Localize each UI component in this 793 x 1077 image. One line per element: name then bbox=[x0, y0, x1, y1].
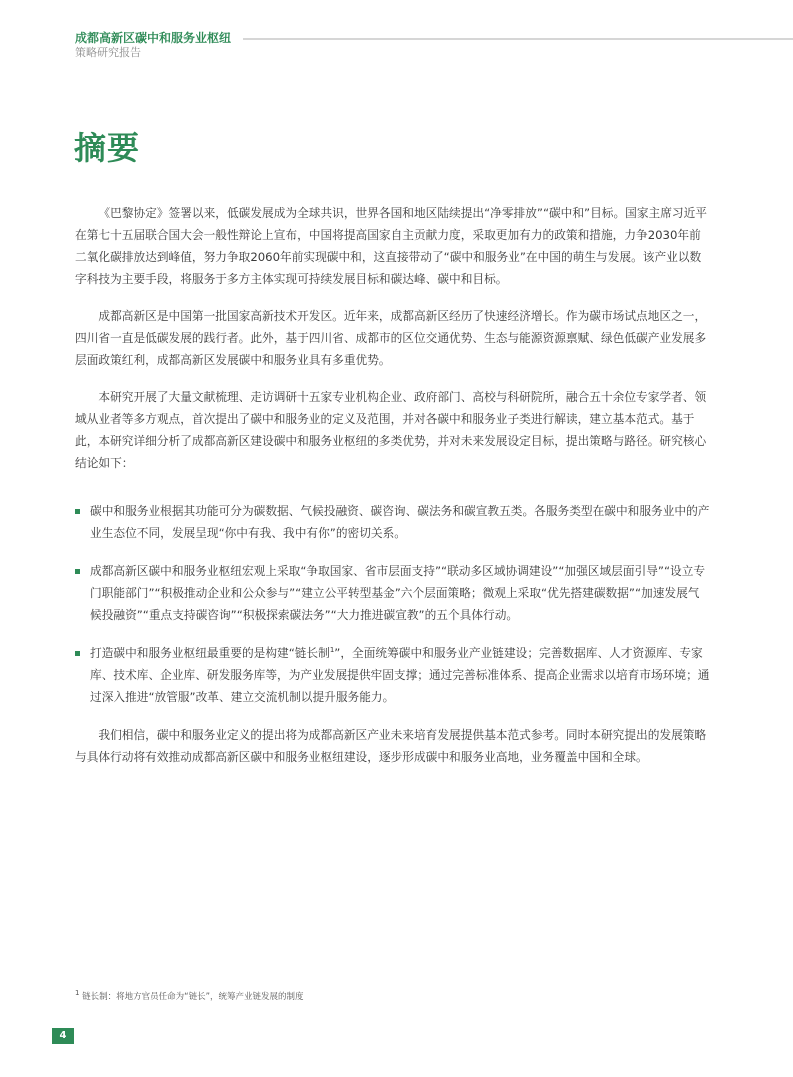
square-bullet-icon bbox=[75, 509, 80, 514]
key-findings-list bbox=[75, 500, 710, 708]
square-bullet-icon bbox=[75, 651, 80, 656]
paragraph-paris-agreement: 《巴黎协定》签署以来，低碳发展成为全球共识，世界各国和地区陆续提出“净零排放”“碳中和”目标。国家主席习近平在第七十五届联合国大会一般性辩论上宣布，中国将提高国家自主贡献力度，采取更加有力的政策和措施，力争2030年前二氧化碳排放达到峰值，努力争取2060年前实现碳中和，这直接带动了“碳中和服务业”在中国的萌生与发展。该产业以数字科技为主要手段，将服务于多方主体实现可持续发展目标和碳达峰、碳中和目标。 bbox=[75, 206, 707, 286]
report-title: 成都高新区碳中和服务业枢纽 bbox=[75, 31, 232, 45]
abstract-body bbox=[75, 202, 710, 783]
list-item bbox=[75, 560, 710, 626]
footnote-reference[interactable]: 1 bbox=[329, 646, 335, 655]
header-divider bbox=[243, 38, 793, 40]
list-item bbox=[75, 642, 710, 708]
paragraph-closing: 我们相信，碳中和服务业定义的提出将为成都高新区产业未来培育发展提供基本范式参考。同时本研究提出的发展策略与具体行动将有效推动成都高新区碳中和服务业枢纽建设，逐步形成碳中和服务业高地，业务覆盖中国和全球。 bbox=[75, 728, 707, 764]
list-item-text: 打造碳中和服务业枢纽最重要的是构建“链长制$^1$”，全面统筹碳中和服务业产业链建设；完善数据库、人才资源库、专家库、技术库、企业库、研发服务库等，为产业发展提供牢固支撑；通过完善标准体系、提高企业需求以培育市场环境；通过深入推进“放管服”改革、建立交流机制以提升服务能力。 bbox=[90, 646, 710, 704]
page-number: 4 bbox=[52, 1028, 74, 1044]
section-title: 摘要 bbox=[74, 129, 141, 167]
footnote-marker: 1 bbox=[75, 989, 80, 998]
list-item-text: 碳中和服务业根据其功能可分为碳数据、气候投融资、碳咨询、碳法务和碳宣教五类。各服务类型在碳中和服务业中的产业生态位不同，发展呈现“你中有我、我中有你”的密切关系。 bbox=[90, 504, 710, 540]
list-item-text: 成都高新区碳中和服务业枢纽宏观上采取“争取国家、省市层面支持”“联动多区域协调建设”“加强区域层面引导”“设立专门职能部门”“积极推动企业和公众参与”“建立公平转型基金”六个层面策略；微观上采取“优先搭建碳数据”“加速发展气候投融资”“重点支持碳咨询”“积极探索碳法务”“大力推进碳宣教”的五个具体行动。 bbox=[90, 564, 706, 622]
paragraph-research-method: 本研究开展了大量文献梳理、走访调研十五家专业机构企业、政府部门、高校与科研院所，融合五十余位专家学者、领域从业者等多方观点，首次提出了碳中和服务业的定义及范围，并对各碳中和服务业子类进行解读，建立基本范式。基于此，本研究详细分析了成都高新区建设碳中和服务业枢纽的多类优势，并对未来发展设定目标，提出策略与路径。研究核心结论如下： bbox=[75, 390, 707, 470]
list-item bbox=[75, 500, 710, 544]
paragraph-chengdu-hitech: 成都高新区是中国第一批国家高新技术开发区。近年来，成都高新区经历了快速经济增长。作为碳市场试点地区之一，四川省一直是低碳发展的践行者。此外，基于四川省、成都市的区位交通优势、生态与能源资源禀赋、绿色低碳产业发展多层面政策红利，成都高新区发展碳中和服务业具有多重优势。 bbox=[75, 309, 707, 367]
square-bullet-icon bbox=[75, 569, 80, 574]
footnote bbox=[75, 991, 303, 1003]
report-subtitle: 策略研究报告 bbox=[75, 46, 141, 59]
footnote-text: 链长制：将地方官员任命为“链长”，统筹产业链发展的制度 bbox=[82, 992, 304, 1002]
